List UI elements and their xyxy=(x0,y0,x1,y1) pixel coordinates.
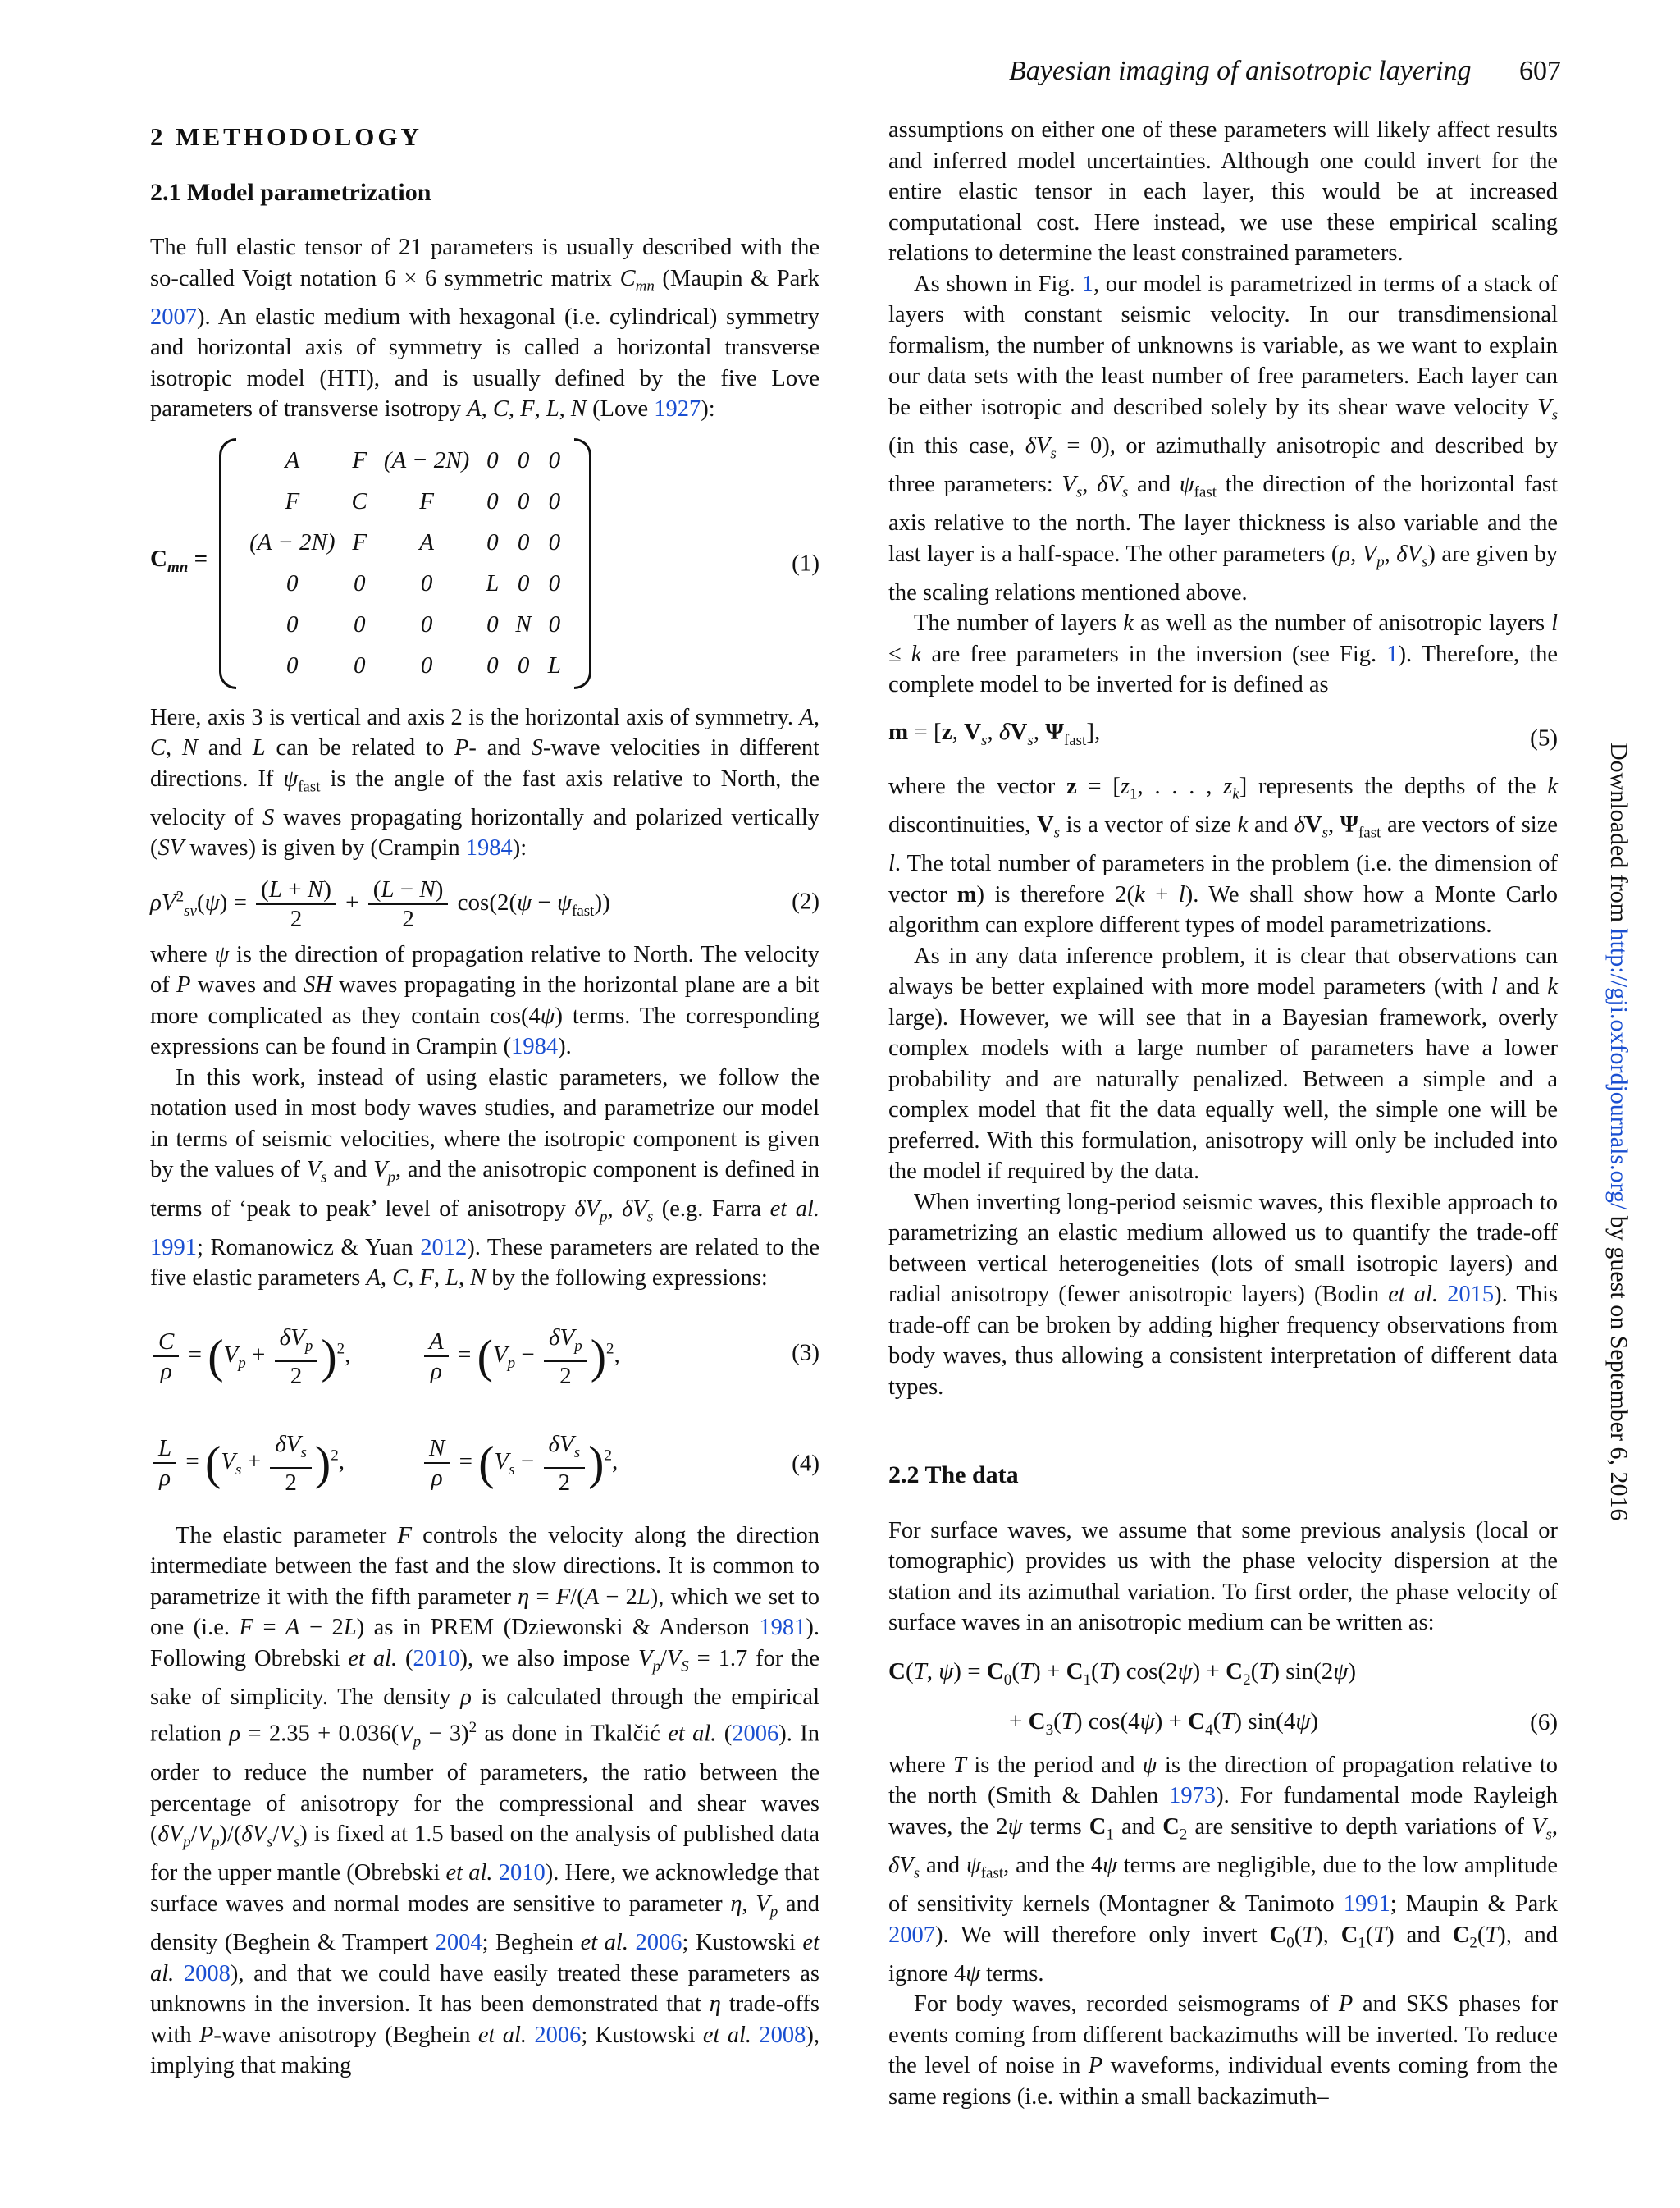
paragraph: where T is the period and ψ is the direction of propagation relative to the north (Smith & Dahlen 1973). For fundamental mode Rayleigh waves, the 2ψ terms $C_1$ and $C_2$ are sensitive to depth variations of $V_s$, $\delta V_s$ and $\psi_{fast}$, and the 4ψ terms are negligible, due to the low amplitude of sensitivity kernels (Montagner & Tanimoto 1991; Maupin & Park 2007). We will therefore only invert $C_0(T)$, $C_1(T)$ and $C_2(T)$, and ignore 4ψ terms. xyxy=(888,1752,1559,1986)
download-note: Downloaded from http://gji.oxfordjournals.org/ by guest on September 6, 2016 xyxy=(1605,743,1632,1521)
matrix-row xyxy=(241,605,569,646)
matrix-right-bracket xyxy=(574,438,591,689)
citation-link[interactable]: 1981 xyxy=(759,1615,806,1641)
equation-5: m = [z, $V_s$, $\delta V_s$, $\Psi_{fast}$], (5) xyxy=(888,717,1558,760)
citation-link[interactable]: 2006 xyxy=(732,1721,779,1747)
matrix-cell: 0 xyxy=(486,446,499,473)
citation-link[interactable]: 2007 xyxy=(150,304,197,330)
matrix-cell: 0 xyxy=(517,446,530,473)
matrix-cell: N xyxy=(515,610,532,638)
paragraph: The number of layers k as well as the number of anisotropic layers l ≤ k are free parameters in the inversion (see Fig. 1). Therefore, the complete model to be inverted for is defined as xyxy=(888,610,1558,698)
equation-number: (2) xyxy=(792,888,819,915)
matrix-cell: A xyxy=(419,528,434,555)
matrix-cell: 0 xyxy=(517,651,530,679)
matrix-cell: 0 xyxy=(286,569,299,597)
equation-number: (3) xyxy=(792,1339,819,1365)
matrix-cell: 0 xyxy=(548,610,561,638)
equation-number: (6) xyxy=(1530,1709,1558,1736)
citation-link[interactable]: 1991 xyxy=(150,1234,197,1260)
subsection-heading-data: 2.2 The data xyxy=(888,1461,1019,1489)
matrix-row xyxy=(241,646,569,687)
paragraph: As in any data inference problem, it is clear that observations can always be better explained with more model parameters (with l and k large). However, we will see that in a Bayesian framework, overly complex models with a large number of parameters have a lower probability and are naturally penalized. Between a simple and a complex model that fit the data equally well, the simple one will be preferred. With this formulation, anisotropy will only be included into the model if required by the data. xyxy=(888,943,1558,1185)
matrix-cell: 0 xyxy=(486,651,499,679)
paragraph: The elastic parameter F controls the velocity along the direction intermediate between the fast and the slow directions. It is common to parametrize it with the fifth parameter η = F/(A − 2L), which we set to one (i.e. F = A − 2L) as in PREM (Dziewonski & Anderson 1981). Following Obrebski et al. (2010), we also impose $V_p/V_S = 1.7$ for the sake of simplicity. The density ρ is calculated through the empirical relation $\rho = 2.35 + 0.036(V_p - 3)^2$ as done in Tkalčić et al. (2006). In order to reduce the number of parameters, the ratio between the percentage of anisotropy for the compressional and shear waves $(\delta V_p/V_p)/(\delta V_s/V_s)$ is fixed at 1.5 based on the analysis of published data for the upper mantle (Obrebski et al. 2010). Here, we acknowledge that surface waves and normal modes are sensitive to parameter η, $V_p$ and density (Beghein & Trampert 2004; Beghein et al. 2006; Kustowski et al. 2008), and that we could have easily treated these parameters as unknowns in the inversion. It has been demonstrated that η trade-offs with P-wave anisotropy (Beghein et al. 2006; Kustowski et al. 2008), implying that making xyxy=(150,1522,820,2078)
matrix-cell: A xyxy=(285,446,300,473)
paragraph: assumptions on either one of these parameters will likely affect results and inferred model uncertainties. Although one could invert for the entire elastic tensor in each layer, this would be at increased computational cost. Here instead, we use these empirical scaling relations to determine the least constrained parameters. xyxy=(888,117,1558,266)
citation-link[interactable]: 2006 xyxy=(635,1930,682,1955)
matrix-cell: 0 xyxy=(420,610,433,638)
paragraph: For body waves, recorded seismograms of P and SKS phases for events coming from different backazimuths will be inverted. To reduce the level of noise in P waveforms, individual events coming from the same regions (i.e. within a small backazimuth– xyxy=(888,1991,1558,2110)
equation-number: (1) xyxy=(792,549,819,576)
matrix-cell: F xyxy=(352,446,368,473)
left-column xyxy=(150,115,819,2082)
citation-link[interactable]: 2006 xyxy=(534,2022,582,2048)
citation-link[interactable]: 1991 xyxy=(1343,1891,1390,1917)
journal-url-link[interactable]: http://gji.oxfordjournals.org/ xyxy=(1605,928,1632,1210)
matrix-cell: F xyxy=(285,487,300,514)
equation-4: $\frac{L}{\rho}$ = ($V_s$ + $\frac{\delta V_s}{2}$ )$^2$, $\frac{N}{\rho}$ = ($V_s$ − $\frac{\delta V_s}{2}$ )$^2$, (4) xyxy=(150,1419,819,1509)
citation-link[interactable]: 1927 xyxy=(654,396,701,423)
matrix-cell: (A − 2N) xyxy=(249,528,336,555)
matrix-cell: 0 xyxy=(353,610,366,638)
citation-link[interactable]: 2012 xyxy=(420,1234,468,1260)
equation-2: $\rho V^2_{sv}(\psi)$ = $\frac{(L + N)}{2}$ + $\frac{(L - N)}{2}$ $\cos(2(\psi - \psi_{fast}))$ (2) xyxy=(150,875,819,932)
matrix-cell: 0 xyxy=(353,651,366,679)
matrix-cell: 0 xyxy=(517,528,530,555)
paragraph: When inverting long-period seismic waves, this flexible approach to parametrizing an elastic medium allowed us to quantify the trade-off between vertical heterogeneities (lots of small isotropic layers) and radial anisotropy (fewer anisotropic layers) (Bodin et al. 2015). This trade-off can be broken by adding higher frequency observations from body waves, thus allowing a consistent interpretation of different data types. xyxy=(888,1189,1558,1400)
section-heading: 2 METHODOLOGY xyxy=(150,122,422,151)
paragraph: The full elastic tensor of 21 parameters is usually described with the so-called Voigt notation 6 × 6 symmetric matrix $C_{mn}$ (Maupin & Park 2007). An elastic medium with hexagonal (i.e. cylindrical) symmetry and horizontal axis of symmetry is called a horizontal transverse isotropic model (HTI), and is usually defined by the five Love parameters of transverse isotropy A, C, F, L, N (Love 1927): xyxy=(150,235,819,423)
right-column xyxy=(888,115,1558,2112)
figure-link[interactable]: 1 xyxy=(1386,641,1399,667)
matrix-cell: 0 xyxy=(420,569,433,597)
matrix-cell: 0 xyxy=(517,569,530,597)
matrix-row xyxy=(241,564,569,605)
matrix-cell: 0 xyxy=(420,651,433,679)
matrix-cell: 0 xyxy=(286,610,299,638)
matrix-cell: 0 xyxy=(548,569,561,597)
matrix-lhs: $C_{mn}$ = xyxy=(150,546,208,576)
matrix-cell: C xyxy=(351,487,368,514)
paragraph: Here, axis 3 is vertical and axis 2 is the horizontal axis of symmetry. A, C, N and L can be related to P- and S-wave velocities in different directions. If $\psi_{fast}$ is the angle of the fast axis relative to North, the velocity of S waves propagating horizontally and polarized vertically (SV waves) is given by (Crampin 1984): xyxy=(150,704,819,862)
equation-6: C(T, $\psi) = C_0(T) + C_1(T) \cos(2\psi) + C_2(T)$ sin(2ψ) + $C_3(T) \cos(4\psi) + C_4(T)$ sin(4ψ) (6) xyxy=(888,1657,1558,1739)
citation-link[interactable]: 2007 xyxy=(888,1922,935,1948)
matrix-row xyxy=(241,523,569,564)
paragraph: In this work, instead of using elastic parameters, we follow the notation used in most body waves studies, and parametrize our model in terms of seismic velocities, where the isotropic component is given by the values of $V_s$ and $V_p$, and the anisotropic component is defined in terms of ‘peak to peak’ level of anisotropy $\delta V_p$, $\delta V_s$ (e.g. Farra et al. 1991; Romanowicz & Yuan 2012). These parameters are related to the five elastic parameters A, C, F, L, N by the following expressions: xyxy=(150,1064,820,1291)
paragraph: For surface waves, we assume that some previous analysis (local or tomographic) provides us with the phase velocity dispersion at the station and its azimuthal variation. To first order, the phase velocity of surface waves in an anisotropic medium can be written as: xyxy=(888,1517,1558,1636)
matrix-cell: 0 xyxy=(548,446,561,473)
citation-link[interactable]: 2008 xyxy=(759,2022,806,2048)
equation-number: (4) xyxy=(792,1450,819,1476)
page-number: 607 xyxy=(1519,56,1561,86)
subsection-heading-model: 2.1 Model parametrization xyxy=(150,178,431,206)
figure-link[interactable]: 1 xyxy=(1081,271,1093,297)
equation-1 xyxy=(150,437,819,691)
running-header-title: Bayesian imaging of anisotropic layering xyxy=(1009,56,1472,86)
matrix-cell: (A − 2N) xyxy=(383,446,470,473)
citation-link[interactable]: 2015 xyxy=(1447,1282,1495,1308)
stiffness-matrix xyxy=(241,441,569,687)
matrix-cell: 0 xyxy=(486,610,499,638)
matrix-cell: L xyxy=(486,569,500,597)
matrix-cell: 0 xyxy=(353,569,366,597)
matrix-left-bracket xyxy=(219,438,236,689)
matrix-cell: 0 xyxy=(517,487,530,514)
citation-link[interactable]: 2008 xyxy=(183,1960,231,1986)
matrix-cell: 0 xyxy=(486,487,499,514)
matrix-cell: F xyxy=(352,528,368,555)
citation-link[interactable]: 1984 xyxy=(511,1034,559,1060)
equation-number: (5) xyxy=(1530,725,1558,751)
paragraph: where the vector $z = [z_1$, . . . , $z_k$] represents the depths of the k discontinuities, $V_s$ is a vector of size k and $\delta V_s$, $\Psi_{fast}$ are vectors of size l. The total number of parameters in the problem (i.e. the dimension of vector m) is therefore 2(k + l). We shall show how a Monte Carlo algorithm can explore different types of model parametrizations. xyxy=(888,773,1559,939)
matrix-cell: F xyxy=(419,487,434,514)
matrix-cell: 0 xyxy=(548,528,561,555)
paragraph: where ψ is the direction of propagation relative to North. The velocity of P waves and SH waves propagating in the horizontal plane are a bit more complicated as they contain cos(4ψ) terms. The corresponding expressions can be found in Crampin (1984). xyxy=(150,941,820,1060)
matrix-cell: 0 xyxy=(286,651,299,679)
matrix-row xyxy=(241,482,569,523)
matrix-cell: 0 xyxy=(548,487,561,514)
citation-link[interactable]: 1973 xyxy=(1169,1783,1217,1809)
citation-link[interactable]: 2010 xyxy=(413,1645,460,1671)
equation-3: $\frac{C}{\rho}$ = ($V_p$ + $\frac{\delta V_p}{2}$ )$^2$, $\frac{A}{\rho}$ = ($V_p$ − $\frac{\delta V_p}{2}$ )$^2$, (3) xyxy=(150,1312,819,1394)
citation-link[interactable]: 1984 xyxy=(465,835,513,862)
citation-link[interactable]: 2004 xyxy=(435,1930,482,1955)
matrix-row xyxy=(241,441,569,482)
citation-link[interactable]: 2010 xyxy=(498,1860,546,1886)
paragraph: As shown in Fig. 1, our model is parametrized in terms of a stack of layers with constant seismic velocity. In our transdimensional formalism, the number of unknowns is variable, as we want to explain our data sets with the least number of free parameters. Each layer can be either isotropic and described solely by its shear wave velocity $V_s$ (in this case, $\delta V_s = 0$), or azimuthally anisotropic and described by three parameters: $V_s$, $\delta V_s$ and $\psi_{fast}$ the direction of the horizontal fast axis relative to the north. The layer thickness is also variable and the last layer is a half-space. The other parameters (ρ, $V_p$, $\delta V_s$) are given by the scaling relations mentioned above. xyxy=(888,271,1558,606)
matrix-cell: 0 xyxy=(486,528,499,555)
matrix-cell: L xyxy=(547,651,561,679)
